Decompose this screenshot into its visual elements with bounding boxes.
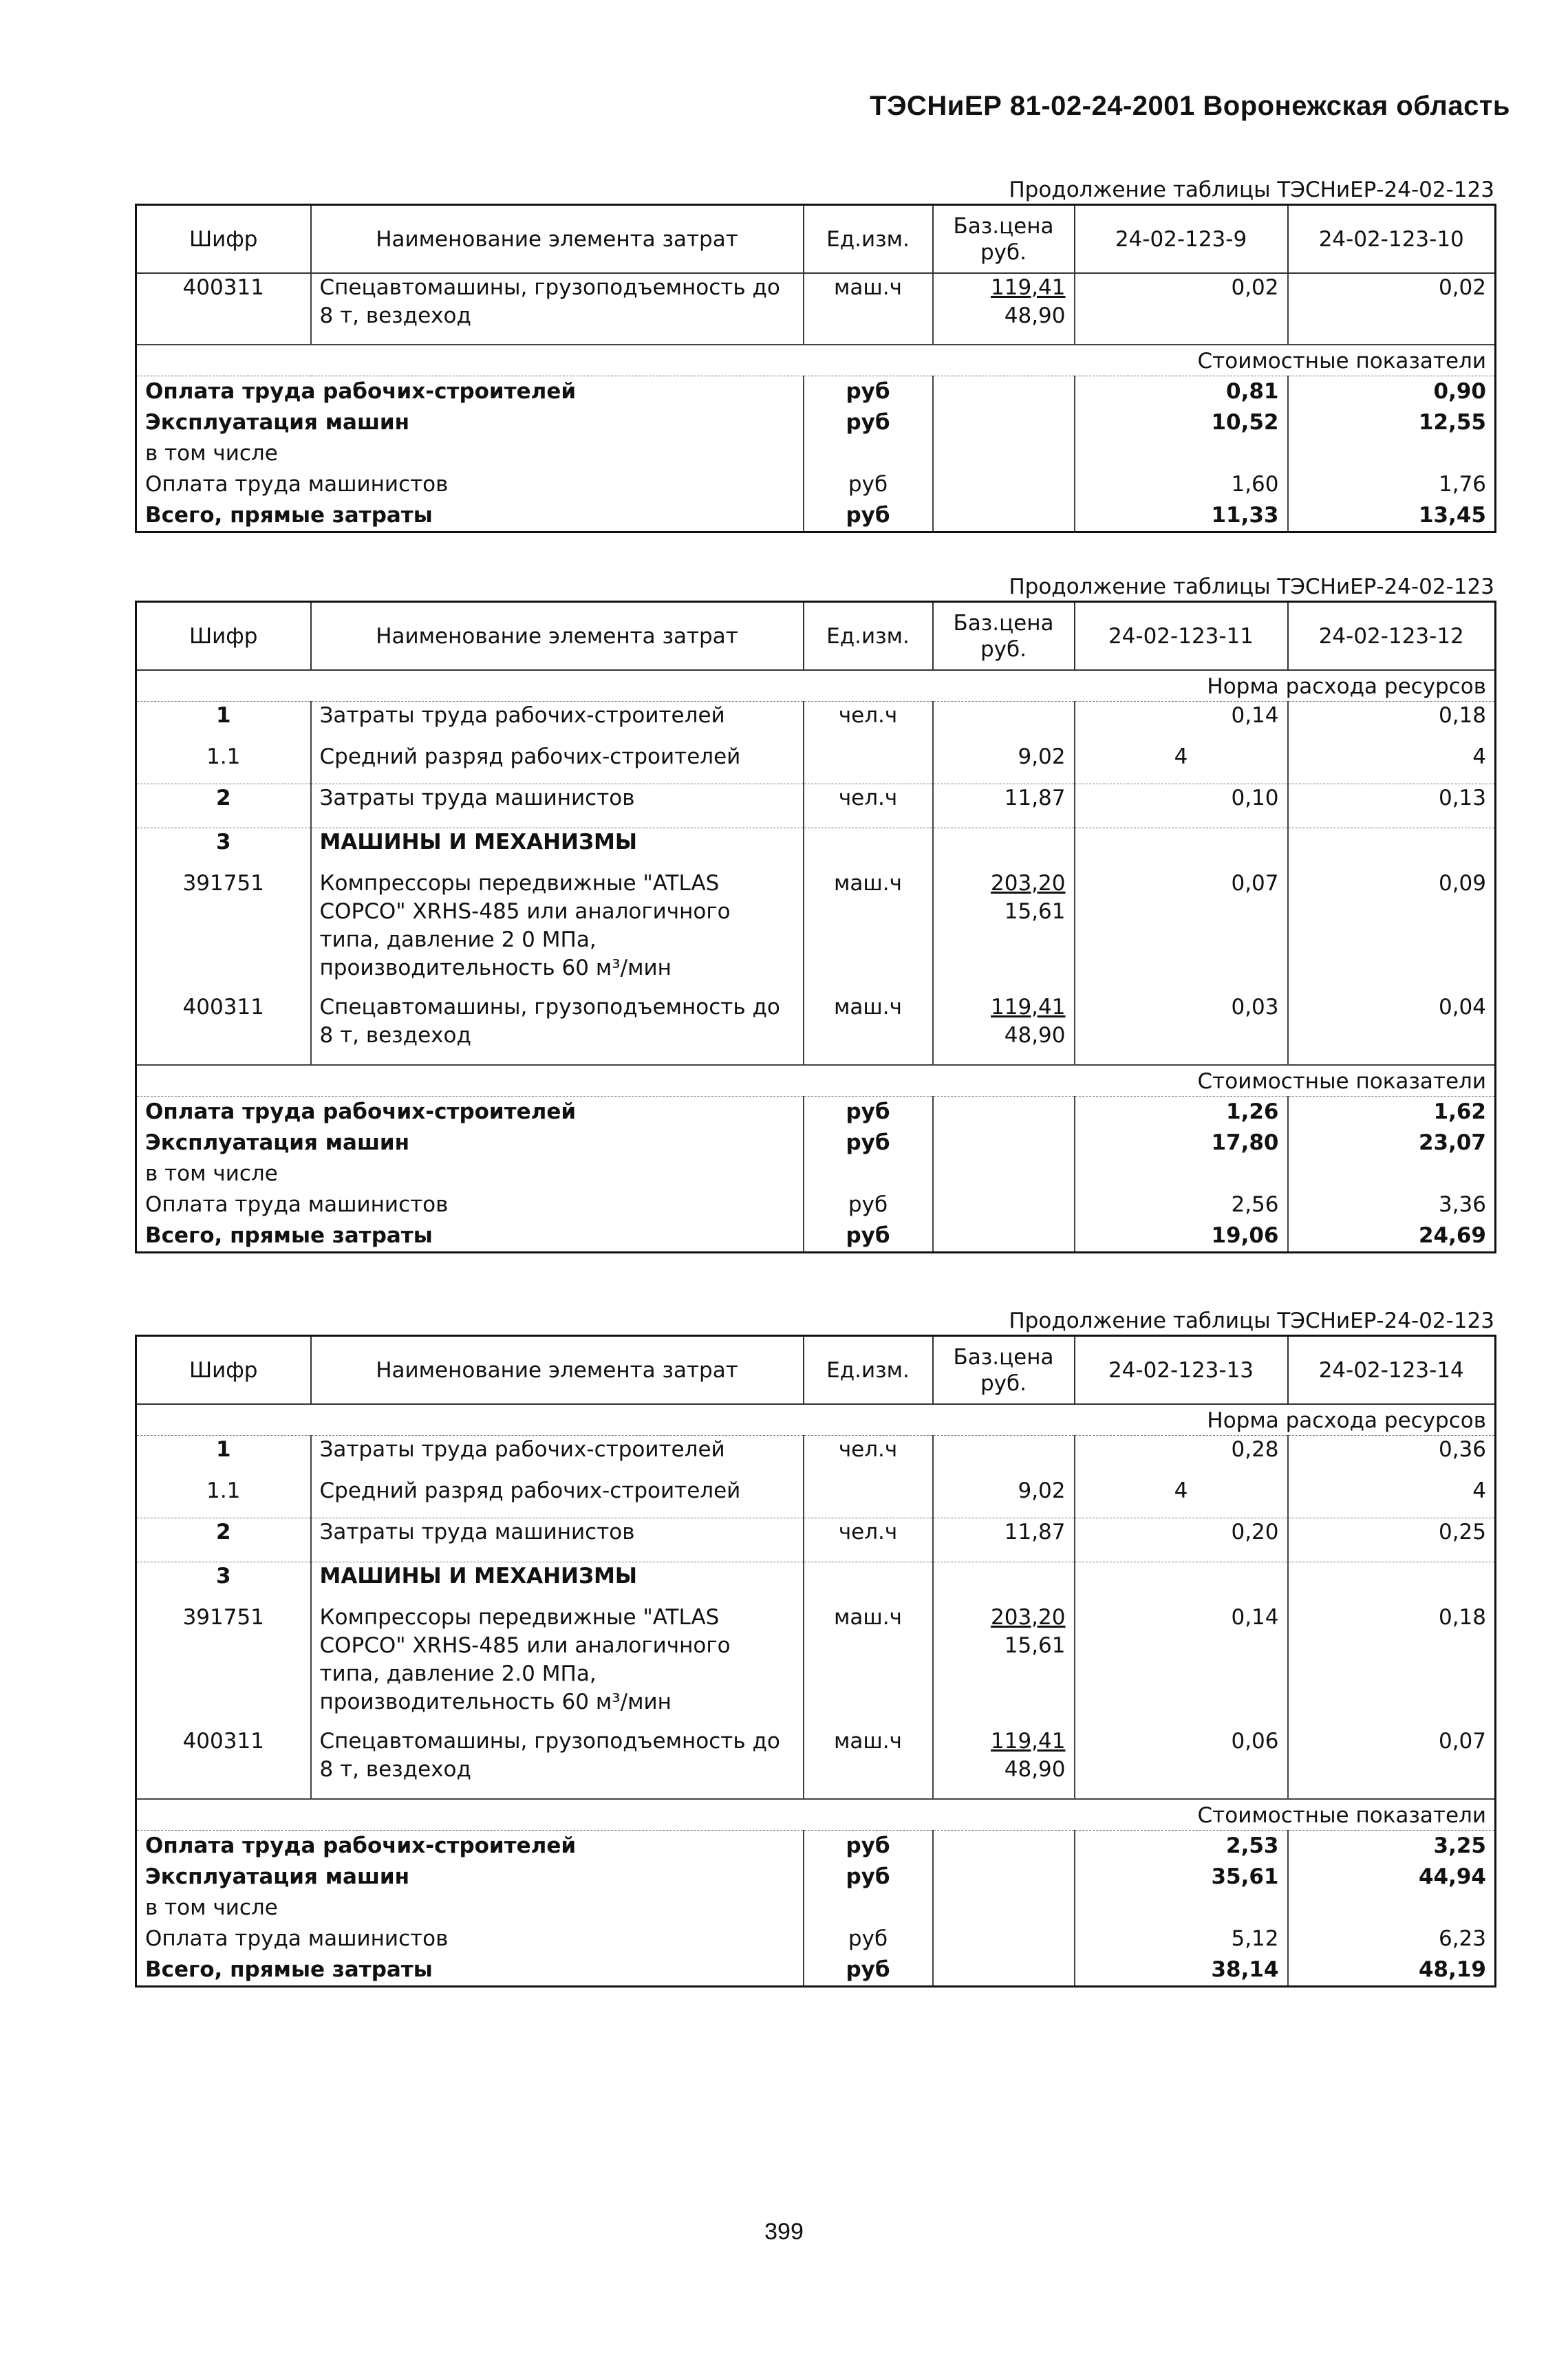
row-code: 391751 [136, 870, 311, 993]
header-base-price: Баз.цена руб. [933, 602, 1075, 671]
cost-row [136, 1954, 1496, 1987]
price-wage-value: 15,61 [1004, 898, 1066, 924]
cost-a: 1,26 [1075, 1096, 1288, 1128]
cost-unit: руб [804, 1220, 933, 1253]
cost-name: Всего, прямые затраты [136, 1220, 804, 1253]
cost-row [136, 376, 1496, 408]
row-value-a: 0,06 [1075, 1727, 1288, 1799]
row-name: Компрессоры передвижные "ATLAS COPCO" XRHS-485 или аналогичного типа, давление 2.0 МПа, производительность 60 м³/мин [311, 1604, 804, 1727]
row-code: 391751 [136, 1604, 311, 1727]
cost-name: Эксплуатация машин [136, 1128, 804, 1159]
cost-name: в том числе [136, 438, 804, 469]
cost-b: 0,90 [1288, 376, 1496, 408]
cost-b [1288, 1893, 1496, 1924]
row-unit: маш.ч [804, 1604, 933, 1727]
header-col-b: 24-02-123-12 [1288, 602, 1496, 671]
table-row [136, 702, 1496, 743]
cost-unit [804, 1893, 933, 1924]
cost-row [136, 1924, 1496, 1954]
row-code: 1.1 [136, 1477, 311, 1518]
table-row [136, 870, 1496, 993]
cost-name: Эксплуатация машин [136, 407, 804, 438]
row-name: Средний разряд рабочих-строителей [311, 1477, 804, 1518]
price-value: 119,41 [991, 1728, 1066, 1754]
cost-row [136, 1220, 1496, 1253]
section-label-row [136, 345, 1496, 376]
row-value-a: 0,20 [1075, 1518, 1288, 1562]
header-unit: Ед.изм. [804, 602, 933, 671]
table-row [136, 784, 1496, 828]
header-name: Наименование элемента затрат [311, 205, 804, 274]
cost-row [136, 1830, 1496, 1862]
cost-row [136, 1128, 1496, 1159]
cost-row [136, 1862, 1496, 1893]
row-value-b: 0,18 [1438, 1604, 1486, 1630]
cost-a [1075, 1159, 1288, 1189]
table-row [136, 828, 1496, 870]
row-value-b: 0,25 [1288, 1518, 1496, 1562]
table-row [136, 743, 1496, 784]
table-caption: Продолжение таблицы ТЭСНиЕР-24-02-123 [1009, 574, 1494, 599]
table-caption: Продолжение таблицы ТЭСНиЕР-24-02-123 [1009, 177, 1494, 202]
cost-a: 11,33 [1075, 500, 1288, 532]
row-price [933, 1604, 1075, 1727]
header-col-a: 24-02-123-13 [1075, 1336, 1288, 1405]
cost-unit: руб [804, 1830, 933, 1862]
resource-table [135, 204, 1496, 533]
table-header-row [136, 1336, 1496, 1405]
cost-empty [933, 1128, 1075, 1159]
cost-name: Эксплуатация машин [136, 1862, 804, 1893]
price-value: 119,41 [991, 275, 1066, 300]
cost-empty [933, 1954, 1075, 1987]
row-value-a [1075, 1562, 1288, 1604]
row-unit: чел.ч [804, 1436, 933, 1477]
table-header-row [136, 602, 1496, 671]
row-code: 3 [136, 828, 311, 870]
row-price: 11,87 [933, 1518, 1075, 1562]
cost-a: 0,81 [1075, 376, 1288, 408]
cost-unit: руб [804, 1954, 933, 1987]
cost-a: 35,61 [1075, 1862, 1288, 1893]
row-unit: маш.ч [804, 273, 933, 345]
row-name: Спецавтомашины, грузоподъемность до 8 т, вездеход [311, 993, 804, 1065]
header-name: Наименование элемента затрат [311, 1336, 804, 1405]
row-code: 1 [136, 1436, 311, 1477]
header-base-price: Баз.цена руб. [933, 205, 1075, 274]
row-code: 3 [136, 1562, 311, 1604]
header-unit: Ед.изм. [804, 205, 933, 274]
header-col-b: 24-02-123-14 [1288, 1336, 1496, 1405]
row-price [933, 1727, 1075, 1799]
row-price: 11,87 [933, 784, 1075, 828]
row-name: Спецавтомашины, грузоподъемность до 8 т, вездеход [311, 1727, 804, 1799]
row-price [933, 1562, 1075, 1604]
row-value-b: 0,04 [1438, 994, 1486, 1020]
row-value-a [1075, 828, 1288, 870]
row-value-a: 0,14 [1075, 1604, 1288, 1727]
page-number: 399 [764, 2219, 804, 2245]
cost-name: в том числе [136, 1893, 804, 1924]
row-unit: маш.ч [804, 1727, 933, 1799]
table-row [136, 993, 1496, 1065]
cost-empty [933, 376, 1075, 408]
cost-unit: руб [804, 500, 933, 532]
row-name: Затраты труда рабочих-строителей [311, 1436, 804, 1477]
cost-a: 2,56 [1075, 1189, 1288, 1220]
cost-empty [933, 1830, 1075, 1862]
row-code: 400311 [136, 993, 311, 1065]
cost-b: 23,07 [1418, 1130, 1486, 1155]
price-wage-value: 48,90 [1004, 303, 1066, 328]
cost-name: Оплата труда машинистов [136, 1189, 804, 1220]
table-block-1 [135, 177, 1494, 563]
page-title: ТЭСНиЕР 81-02-24-2001 Воронежская область [870, 91, 1510, 121]
cost-empty [933, 1924, 1075, 1954]
row-value-b: 0,36 [1288, 1436, 1496, 1477]
cost-b: 1,76 [1438, 472, 1486, 497]
row-code: 1.1 [136, 743, 311, 784]
row-value-a: 0,14 [1075, 702, 1288, 743]
row-unit [804, 828, 933, 870]
section-label-row [136, 1065, 1496, 1097]
section-label-row [136, 1404, 1496, 1436]
section-label-row [136, 1799, 1496, 1831]
row-name: Затраты труда машинистов [311, 1518, 804, 1562]
cost-row [136, 438, 1496, 469]
cost-a: 17,80 [1075, 1128, 1288, 1159]
cost-empty [933, 1189, 1075, 1220]
row-price: 9,02 [933, 743, 1075, 784]
row-code: 2 [136, 784, 311, 828]
cost-unit: руб [804, 407, 933, 438]
cost-unit [804, 438, 933, 469]
row-value-b: 0,13 [1288, 784, 1496, 828]
header-name: Наименование элемента затрат [311, 602, 804, 671]
row-value-b: 0,18 [1288, 702, 1496, 743]
row-price [933, 993, 1075, 1065]
row-value-a: 0,07 [1075, 870, 1288, 993]
cost-row [136, 469, 1496, 500]
row-value-b [1288, 1562, 1496, 1604]
table-row [136, 1727, 1496, 1799]
row-unit [804, 1477, 933, 1518]
header-col-a: 24-02-123-9 [1075, 205, 1288, 274]
price-value: 119,41 [991, 994, 1066, 1020]
section-label: Стоимостные показатели [136, 1799, 1496, 1831]
cost-empty [933, 1096, 1075, 1128]
cost-b: 1,62 [1288, 1096, 1496, 1128]
price-value: 203,20 [991, 1604, 1066, 1630]
row-name: Затраты труда рабочих-строителей [311, 702, 804, 743]
cost-empty [933, 500, 1075, 532]
row-unit: маш.ч [804, 993, 933, 1065]
cost-a: 1,60 [1075, 469, 1288, 500]
row-name: МАШИНЫ И МЕХАНИЗМЫ [311, 1562, 804, 1604]
cost-empty [933, 469, 1075, 500]
cost-empty [933, 1862, 1075, 1893]
row-value-a: 4 [1075, 1477, 1288, 1518]
row-code: 400311 [136, 273, 311, 345]
table-row [136, 1436, 1496, 1477]
row-value-b: 0,02 [1438, 275, 1486, 300]
cost-name: Оплата труда рабочих-строителей [136, 1830, 804, 1862]
cost-a: 10,52 [1075, 407, 1288, 438]
row-unit: чел.ч [804, 702, 933, 743]
cost-empty [933, 407, 1075, 438]
row-value-b: 4 [1472, 1478, 1486, 1503]
cost-row [136, 1189, 1496, 1220]
table-header-row [136, 205, 1496, 274]
price-value: 203,20 [991, 870, 1066, 896]
row-name: МАШИНЫ И МЕХАНИЗМЫ [311, 828, 804, 870]
cost-b: 44,94 [1418, 1864, 1486, 1889]
section-label: Стоимостные показатели [136, 345, 1496, 376]
cost-b: 24,69 [1418, 1222, 1486, 1248]
cost-name: Всего, прямые затраты [136, 500, 804, 532]
cost-a [1075, 1893, 1288, 1924]
cost-b: 3,36 [1438, 1192, 1486, 1217]
table-block-3 [135, 1308, 1494, 2038]
row-code: 400311 [136, 1727, 311, 1799]
price-wage-value: 48,90 [1004, 1022, 1066, 1048]
cost-row [136, 1159, 1496, 1189]
row-value-b: 0,07 [1438, 1728, 1486, 1754]
cost-a: 2,53 [1075, 1830, 1288, 1862]
row-code: 2 [136, 1518, 311, 1562]
section-label: Норма расхода ресурсов [1207, 674, 1486, 699]
cost-b: 3,25 [1288, 1830, 1496, 1862]
table-block-2 [135, 574, 1494, 1290]
table-caption: Продолжение таблицы ТЭСНиЕР-24-02-123 [1009, 1308, 1494, 1333]
cost-row [136, 500, 1496, 532]
section-label-row [136, 670, 1496, 702]
row-name: Спецавтомашины, грузоподъемность до 8 т, вездеход [311, 273, 804, 345]
resource-table [135, 1335, 1496, 1988]
cost-b: 12,55 [1418, 410, 1486, 435]
row-price: 9,02 [933, 1477, 1075, 1518]
header-code: Шифр [136, 1336, 311, 1405]
cost-name: Оплата труда рабочих-строителей [136, 376, 804, 408]
table-row [136, 273, 1496, 345]
cost-empty [933, 1159, 1075, 1189]
cost-unit: руб [804, 1862, 933, 1893]
header-base-price: Баз.цена руб. [933, 1336, 1075, 1405]
row-unit: маш.ч [804, 870, 933, 993]
row-unit [804, 743, 933, 784]
header-code: Шифр [136, 205, 311, 274]
cost-row [136, 1096, 1496, 1128]
table-row [136, 1518, 1496, 1562]
section-label: Норма расхода ресурсов [1207, 1408, 1486, 1433]
row-value-a: 0,10 [1075, 784, 1288, 828]
row-price [933, 273, 1075, 345]
cost-b: 48,19 [1418, 1957, 1486, 1982]
header-col-a: 24-02-123-11 [1075, 602, 1288, 671]
row-unit [804, 1562, 933, 1604]
cost-name: Всего, прямые затраты [136, 1954, 804, 1987]
cost-a: 19,06 [1075, 1220, 1288, 1253]
cost-a [1075, 438, 1288, 469]
cost-b [1288, 1159, 1496, 1189]
row-value-b [1288, 828, 1496, 870]
row-name: Компрессоры передвижные "ATLAS COPCO" XRHS-485 или аналогичного типа, давление 2 0 МПа, производительность 60 м³/мин [311, 870, 804, 993]
row-value-b: 4 [1472, 744, 1486, 769]
price-wage-value: 15,61 [1004, 1633, 1066, 1658]
table-row [136, 1477, 1496, 1518]
row-price [933, 828, 1075, 870]
cost-name: Оплата труда рабочих-строителей [136, 1096, 804, 1128]
row-code: 1 [136, 702, 311, 743]
cost-a: 38,14 [1075, 1954, 1288, 1987]
cost-b [1288, 438, 1496, 469]
row-name: Средний разряд рабочих-строителей [311, 743, 804, 784]
cost-name: в том числе [136, 1159, 804, 1189]
row-price [933, 1436, 1075, 1477]
cost-empty [933, 1893, 1075, 1924]
cost-unit: руб [804, 376, 933, 408]
cost-unit: руб [804, 1096, 933, 1128]
price-wage-value: 48,90 [1004, 1756, 1066, 1782]
cost-b: 13,45 [1418, 503, 1486, 528]
cost-a: 5,12 [1075, 1924, 1288, 1954]
cost-row [136, 1893, 1496, 1924]
section-label: Стоимостные показатели [136, 1065, 1496, 1097]
cost-unit: руб [804, 1924, 933, 1954]
row-value-b: 0,09 [1438, 870, 1486, 896]
row-value-a: 0,02 [1075, 273, 1288, 345]
cost-unit: руб [804, 1128, 933, 1159]
header-col-b: 24-02-123-10 [1288, 205, 1496, 274]
resource-table [135, 601, 1496, 1253]
row-value-a: 0,28 [1075, 1436, 1288, 1477]
row-value-a: 0,03 [1075, 993, 1288, 1065]
cost-name: Оплата труда машинистов [136, 1924, 804, 1954]
header-code: Шифр [136, 602, 311, 671]
cost-empty [933, 438, 1075, 469]
table-row [136, 1562, 1496, 1604]
cost-unit [804, 1159, 933, 1189]
cost-b: 6,23 [1438, 1926, 1486, 1951]
row-value-a: 4 [1075, 743, 1288, 784]
table-row [136, 1604, 1496, 1727]
cost-empty [933, 1220, 1075, 1253]
row-unit: чел.ч [804, 1518, 933, 1562]
cost-row [136, 407, 1496, 438]
cost-unit: руб [804, 1189, 933, 1220]
cost-name: Оплата труда машинистов [136, 469, 804, 500]
row-price [933, 702, 1075, 743]
cost-unit: руб [804, 469, 933, 500]
row-price [933, 870, 1075, 993]
header-unit: Ед.изм. [804, 1336, 933, 1405]
row-name: Затраты труда машинистов [311, 784, 804, 828]
row-unit: чел.ч [804, 784, 933, 828]
